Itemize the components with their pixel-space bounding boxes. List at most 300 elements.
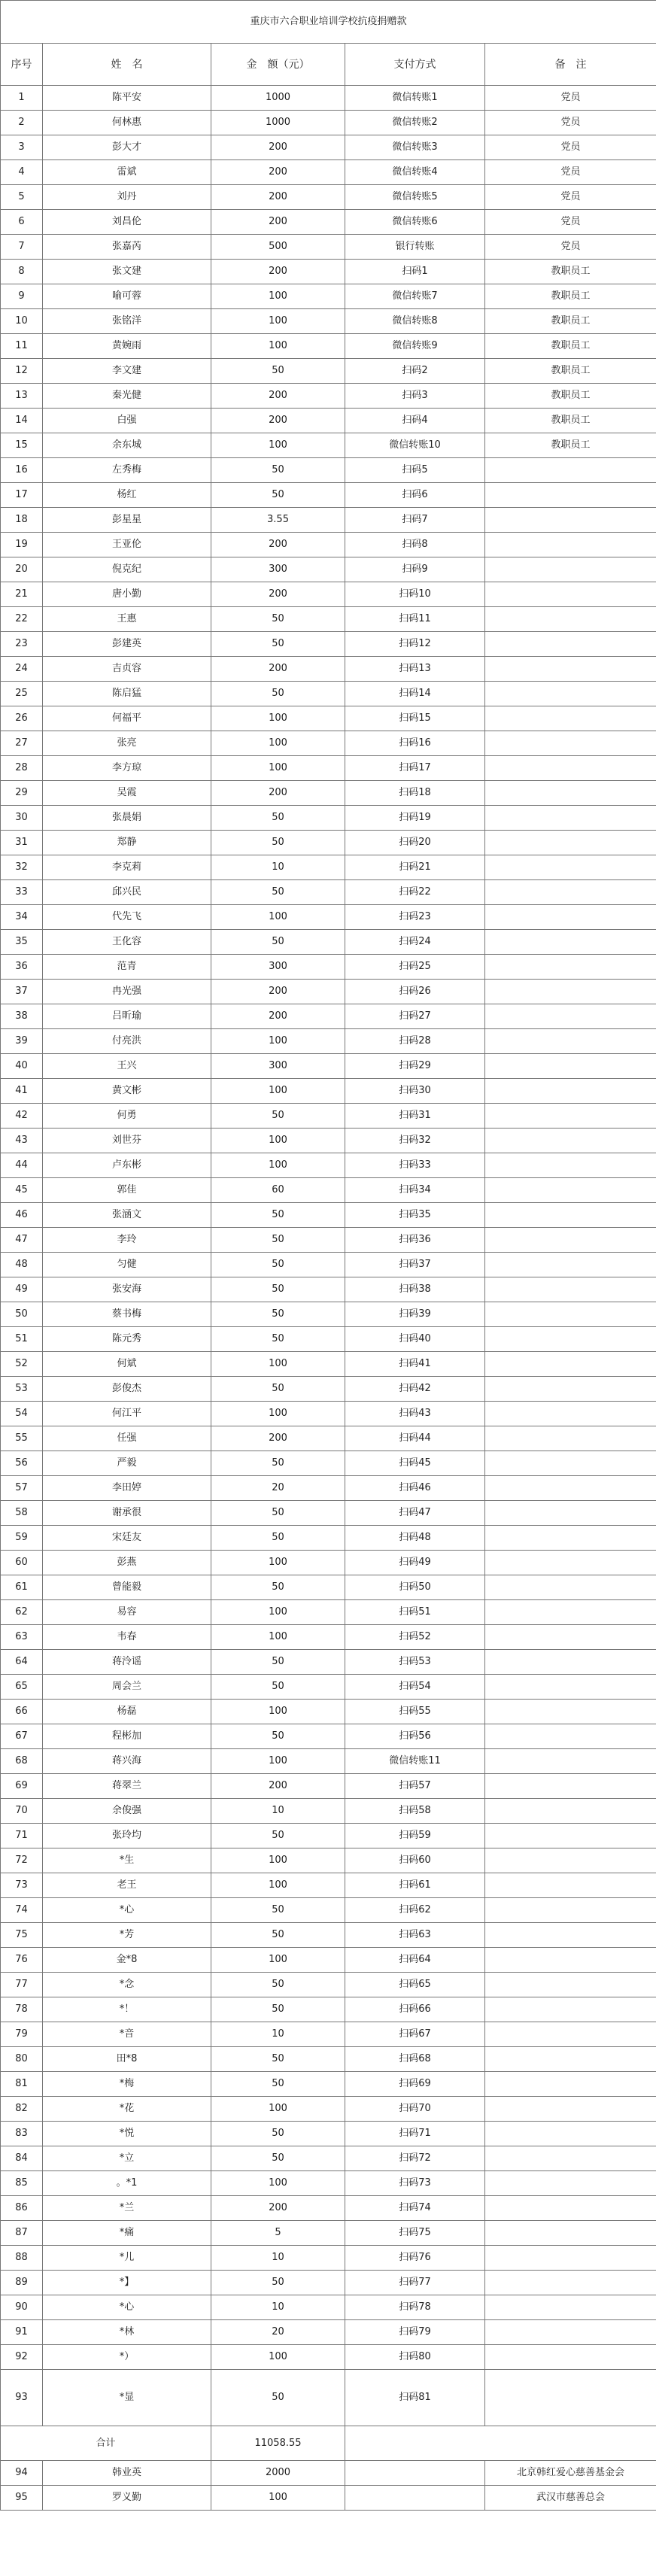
amount: 1000 [211, 111, 345, 135]
amount: 50 [211, 831, 345, 855]
row-number: 38 [1, 1004, 43, 1029]
row-number: 27 [1, 731, 43, 756]
amount: 50 [211, 930, 345, 955]
remark [485, 2196, 656, 2221]
amount: 50 [211, 1377, 345, 1402]
amount: 50 [211, 1724, 345, 1749]
table-row [1, 1625, 656, 1650]
donor-name: 何斌 [43, 1352, 211, 1377]
payment-method: 扫码56 [345, 1724, 485, 1749]
amount: 50 [211, 1973, 345, 1997]
donor-name: 喻可蓉 [43, 284, 211, 309]
row-number: 60 [1, 1551, 43, 1575]
remark [485, 2271, 656, 2295]
row-number: 43 [1, 1129, 43, 1153]
payment-method: 扫码68 [345, 2047, 485, 2072]
donor-name: *心 [43, 1898, 211, 1923]
remark [485, 855, 656, 880]
table-row [1, 260, 656, 284]
remark [485, 831, 656, 855]
remark: 党员 [485, 160, 656, 185]
table-row [1, 1178, 656, 1203]
payment-method: 扫码27 [345, 1004, 485, 1029]
remark [485, 806, 656, 831]
donor-name: 唐小勤 [43, 582, 211, 607]
table-row [1, 2047, 656, 2072]
row-number: 15 [1, 433, 43, 458]
payment-method: 扫码30 [345, 1079, 485, 1104]
amount: 50 [211, 1575, 345, 1600]
donor-name: 张安海 [43, 1277, 211, 1302]
row-number: 16 [1, 458, 43, 483]
row-number: 6 [1, 210, 43, 235]
table-row [1, 533, 656, 557]
remark [485, 905, 656, 930]
amount: 2000 [211, 2461, 345, 2486]
donor-name: 蒋翠兰 [43, 1774, 211, 1799]
payment-method: 扫码47 [345, 1501, 485, 1526]
amount: 50 [211, 483, 345, 508]
table-row [1, 1079, 656, 1104]
row-number: 1 [1, 86, 43, 111]
payment-method: 扫码34 [345, 1178, 485, 1203]
table-row [1, 2196, 656, 2221]
table-row [1, 2271, 656, 2295]
amount: 100 [211, 309, 345, 334]
donor-name: 李玲 [43, 1228, 211, 1253]
payment-method: 扫码62 [345, 1898, 485, 1923]
amount: 200 [211, 533, 345, 557]
donor-name: 邱兴民 [43, 880, 211, 905]
donor-name: 何福平 [43, 706, 211, 731]
row-number: 25 [1, 682, 43, 706]
payment-method: 扫码66 [345, 1997, 485, 2022]
remark: 教职员工 [485, 384, 656, 409]
amount: 50 [211, 359, 345, 384]
donor-name: 刘昌伦 [43, 210, 211, 235]
payment-method: 扫码70 [345, 2097, 485, 2122]
amount: 50 [211, 2122, 345, 2146]
amount: 100 [211, 1848, 345, 1873]
amount: 50 [211, 2271, 345, 2295]
row-number: 35 [1, 930, 43, 955]
row-number: 64 [1, 1650, 43, 1675]
row-number: 90 [1, 2295, 43, 2320]
header-cell: 支付方式 [345, 44, 485, 86]
amount: 50 [211, 458, 345, 483]
row-number: 31 [1, 831, 43, 855]
payment-method: 银行转账 [345, 235, 485, 260]
donor-name: 何林惠 [43, 111, 211, 135]
donor-name: 李方琼 [43, 756, 211, 781]
donor-name: 吕昕瑜 [43, 1004, 211, 1029]
donor-name: 蒋兴海 [43, 1749, 211, 1774]
table-row [1, 2146, 656, 2171]
remark [485, 458, 656, 483]
remark [485, 880, 656, 905]
table-row [1, 1352, 656, 1377]
row-number: 19 [1, 533, 43, 557]
payment-method: 扫码44 [345, 1426, 485, 1451]
payment-method: 扫码45 [345, 1451, 485, 1476]
remark: 北京韩红爱心慈善基金会 [485, 2461, 656, 2486]
row-number: 37 [1, 980, 43, 1004]
table-row [1, 433, 656, 458]
donor-name: 左秀梅 [43, 458, 211, 483]
table-row [1, 1426, 656, 1451]
table-row [1, 2097, 656, 2122]
payment-method: 扫码59 [345, 1824, 485, 1848]
table-row [1, 1029, 656, 1054]
row-number: 45 [1, 1178, 43, 1203]
table-row [1, 1129, 656, 1153]
donor-name: *音 [43, 2022, 211, 2047]
table-row [1, 309, 656, 334]
donor-name: 余东城 [43, 433, 211, 458]
amount: 50 [211, 1104, 345, 1129]
table-row [1, 607, 656, 632]
table-row [1, 1253, 656, 1277]
header-row [1, 44, 656, 86]
row-number: 70 [1, 1799, 43, 1824]
amount: 50 [211, 2370, 345, 2426]
amount: 50 [211, 1327, 345, 1352]
table-row [1, 2246, 656, 2271]
payment-method: 扫码40 [345, 1327, 485, 1352]
amount: 200 [211, 135, 345, 160]
payment-method: 扫码23 [345, 905, 485, 930]
row-number: 54 [1, 1402, 43, 1426]
table-row [1, 1848, 656, 1873]
payment-method: 扫码75 [345, 2221, 485, 2246]
total-row [1, 2426, 656, 2461]
amount: 3.55 [211, 508, 345, 533]
row-number: 95 [1, 2486, 43, 2511]
payment-method: 扫码67 [345, 2022, 485, 2047]
donor-name: 郭佳 [43, 1178, 211, 1203]
donor-name: 张玲均 [43, 1824, 211, 1848]
row-number: 55 [1, 1426, 43, 1451]
table-row [1, 2072, 656, 2097]
amount: 10 [211, 1799, 345, 1824]
donor-name: 任强 [43, 1426, 211, 1451]
remark: 党员 [485, 235, 656, 260]
row-number: 29 [1, 781, 43, 806]
remark [485, 2072, 656, 2097]
donor-name: *悦 [43, 2122, 211, 2146]
row-number: 66 [1, 1700, 43, 1724]
payment-method: 扫码31 [345, 1104, 485, 1129]
row-number: 61 [1, 1575, 43, 1600]
row-number: 86 [1, 2196, 43, 2221]
donor-name: 何勇 [43, 1104, 211, 1129]
table-row [1, 1377, 656, 1402]
total-amount: 11058.55 [211, 2426, 345, 2461]
amount: 200 [211, 384, 345, 409]
amount: 60 [211, 1178, 345, 1203]
row-number: 73 [1, 1873, 43, 1898]
table-row [1, 185, 656, 210]
row-number: 62 [1, 1600, 43, 1625]
row-number: 78 [1, 1997, 43, 2022]
header-cell: 姓 名 [43, 44, 211, 86]
table-row [1, 334, 656, 359]
donor-name: 何江平 [43, 1402, 211, 1426]
donor-name: 王亚伦 [43, 533, 211, 557]
table-row [1, 930, 656, 955]
donor-name: 刘世芬 [43, 1129, 211, 1153]
payment-method: 扫码76 [345, 2246, 485, 2271]
remark: 党员 [485, 185, 656, 210]
amount: 50 [211, 682, 345, 706]
payment-method: 扫码65 [345, 1973, 485, 1997]
amount: 100 [211, 1948, 345, 1973]
amount: 100 [211, 1625, 345, 1650]
remark [485, 1551, 656, 1575]
amount: 5 [211, 2221, 345, 2246]
row-number: 85 [1, 2171, 43, 2196]
donor-name: 张晨娟 [43, 806, 211, 831]
donor-name: 雷斌 [43, 160, 211, 185]
donor-name: 老王 [43, 1873, 211, 1898]
table-row [1, 706, 656, 731]
row-number: 46 [1, 1203, 43, 1228]
payment-method: 扫码63 [345, 1923, 485, 1948]
remark [485, 508, 656, 533]
donor-name: 周会兰 [43, 1675, 211, 1700]
row-number: 48 [1, 1253, 43, 1277]
remark: 教职员工 [485, 359, 656, 384]
payment-method: 扫码61 [345, 1873, 485, 1898]
payment-method: 扫码29 [345, 1054, 485, 1079]
amount: 200 [211, 781, 345, 806]
donor-name: 谢承很 [43, 1501, 211, 1526]
payment-method: 扫码17 [345, 756, 485, 781]
header-cell: 备 注 [485, 44, 656, 86]
amount: 50 [211, 1203, 345, 1228]
remark [485, 1277, 656, 1302]
amount: 300 [211, 1054, 345, 1079]
table-row [1, 1749, 656, 1774]
payment-method: 扫码35 [345, 1203, 485, 1228]
table-row [1, 1054, 656, 1079]
remark [485, 1203, 656, 1228]
table-row [1, 831, 656, 855]
row-number: 2 [1, 111, 43, 135]
row-number: 87 [1, 2221, 43, 2246]
donor-name: *！ [43, 1997, 211, 2022]
payment-method: 扫码2 [345, 359, 485, 384]
total-empty-cell [345, 2426, 656, 2461]
payment-method: 扫码12 [345, 632, 485, 657]
donor-name: 田*8 [43, 2047, 211, 2072]
donor-name: 秦光健 [43, 384, 211, 409]
payment-method: 扫码36 [345, 1228, 485, 1253]
donor-name: *念 [43, 1973, 211, 1997]
payment-method: 扫码57 [345, 1774, 485, 1799]
amount: 500 [211, 235, 345, 260]
remark [485, 1898, 656, 1923]
payment-method: 扫码49 [345, 1551, 485, 1575]
amount: 200 [211, 160, 345, 185]
table-row [1, 880, 656, 905]
donor-name: 匀健 [43, 1253, 211, 1277]
amount: 200 [211, 1004, 345, 1029]
table-row [1, 1724, 656, 1749]
payment-method: 扫码16 [345, 731, 485, 756]
amount: 100 [211, 2097, 345, 2122]
remark [485, 1799, 656, 1824]
payment-method: 扫码7 [345, 508, 485, 533]
payment-method: 扫码72 [345, 2146, 485, 2171]
donor-name: 王惠 [43, 607, 211, 632]
remark [485, 2171, 656, 2196]
table-row [1, 284, 656, 309]
donor-name: 王化容 [43, 930, 211, 955]
table-row [1, 1277, 656, 1302]
donor-name: 张文建 [43, 260, 211, 284]
row-number: 77 [1, 1973, 43, 1997]
row-number: 65 [1, 1675, 43, 1700]
payment-method: 扫码14 [345, 682, 485, 706]
row-number: 72 [1, 1848, 43, 1873]
row-number: 42 [1, 1104, 43, 1129]
amount: 200 [211, 260, 345, 284]
row-number: 80 [1, 2047, 43, 2072]
payment-method: 扫码80 [345, 2345, 485, 2370]
table-row [1, 1551, 656, 1575]
payment-method: 扫码73 [345, 2171, 485, 2196]
table-row [1, 2320, 656, 2345]
donor-name: 白强 [43, 409, 211, 433]
row-number: 79 [1, 2022, 43, 2047]
amount: 100 [211, 1079, 345, 1104]
remark [485, 1774, 656, 1799]
row-number: 57 [1, 1476, 43, 1501]
amount: 100 [211, 1749, 345, 1774]
amount: 100 [211, 756, 345, 781]
payment-method: 扫码33 [345, 1153, 485, 1178]
amount: 50 [211, 2146, 345, 2171]
row-number: 59 [1, 1526, 43, 1551]
remark: 教职员工 [485, 334, 656, 359]
amount: 100 [211, 2345, 345, 2370]
payment-method: 扫码9 [345, 557, 485, 582]
row-number: 4 [1, 160, 43, 185]
row-number: 47 [1, 1228, 43, 1253]
row-number: 9 [1, 284, 43, 309]
header-cell: 金 额（元） [211, 44, 345, 86]
remark [485, 2122, 656, 2146]
remark [485, 1054, 656, 1079]
donor-name: 张亮 [43, 731, 211, 756]
table-row [1, 1898, 656, 1923]
remark [485, 930, 656, 955]
remark [485, 2022, 656, 2047]
row-number: 3 [1, 135, 43, 160]
amount: 50 [211, 1277, 345, 1302]
table-row [1, 1675, 656, 1700]
amount: 50 [211, 2047, 345, 2072]
table-row [1, 359, 656, 384]
donor-name: *兰 [43, 2196, 211, 2221]
amount: 50 [211, 1451, 345, 1476]
remark [485, 607, 656, 632]
payment-method: 扫码52 [345, 1625, 485, 1650]
payment-method: 微信转账6 [345, 210, 485, 235]
row-number: 67 [1, 1724, 43, 1749]
amount: 1000 [211, 86, 345, 111]
payment-method: 扫码8 [345, 533, 485, 557]
remark [485, 1153, 656, 1178]
row-number: 13 [1, 384, 43, 409]
payment-method: 扫码21 [345, 855, 485, 880]
amount: 100 [211, 433, 345, 458]
amount: 50 [211, 1526, 345, 1551]
amount: 100 [211, 2171, 345, 2196]
payment-method: 扫码54 [345, 1675, 485, 1700]
amount: 50 [211, 632, 345, 657]
table-row [1, 1774, 656, 1799]
payment-method: 扫码4 [345, 409, 485, 433]
amount: 200 [211, 1774, 345, 1799]
table-row-extra [1, 2486, 656, 2511]
payment-method: 扫码74 [345, 2196, 485, 2221]
payment-method: 扫码71 [345, 2122, 485, 2146]
table-row [1, 756, 656, 781]
payment-method: 扫码5 [345, 458, 485, 483]
donor-name: *梅 [43, 2072, 211, 2097]
remark [485, 557, 656, 582]
payment-method [345, 2486, 485, 2511]
remark: 教职员工 [485, 433, 656, 458]
row-number: 84 [1, 2146, 43, 2171]
remark [485, 657, 656, 682]
donor-name: *心 [43, 2295, 211, 2320]
amount: 100 [211, 284, 345, 309]
remark [485, 1402, 656, 1426]
table-row [1, 582, 656, 607]
table-row [1, 409, 656, 433]
total-label: 合计 [1, 2426, 211, 2461]
table-row [1, 1575, 656, 1600]
payment-method: 扫码53 [345, 1650, 485, 1675]
row-number: 5 [1, 185, 43, 210]
donor-name: *林 [43, 2320, 211, 2345]
table-row-extra [1, 2461, 656, 2486]
row-number: 39 [1, 1029, 43, 1054]
amount: 100 [211, 905, 345, 930]
amount: 50 [211, 2072, 345, 2097]
amount: 100 [211, 2486, 345, 2511]
donor-name: 韦春 [43, 1625, 211, 1650]
table-row [1, 235, 656, 260]
remark [485, 781, 656, 806]
row-number: 33 [1, 880, 43, 905]
row-number: 14 [1, 409, 43, 433]
amount: 200 [211, 657, 345, 682]
amount: 100 [211, 334, 345, 359]
payment-method: 扫码42 [345, 1377, 485, 1402]
payment-method: 扫码77 [345, 2271, 485, 2295]
remark [485, 1004, 656, 1029]
row-number: 93 [1, 2370, 43, 2426]
payment-method: 微信转账10 [345, 433, 485, 458]
header-cell: 序号 [1, 44, 43, 86]
row-number: 52 [1, 1352, 43, 1377]
row-number: 63 [1, 1625, 43, 1650]
remark: 党员 [485, 135, 656, 160]
